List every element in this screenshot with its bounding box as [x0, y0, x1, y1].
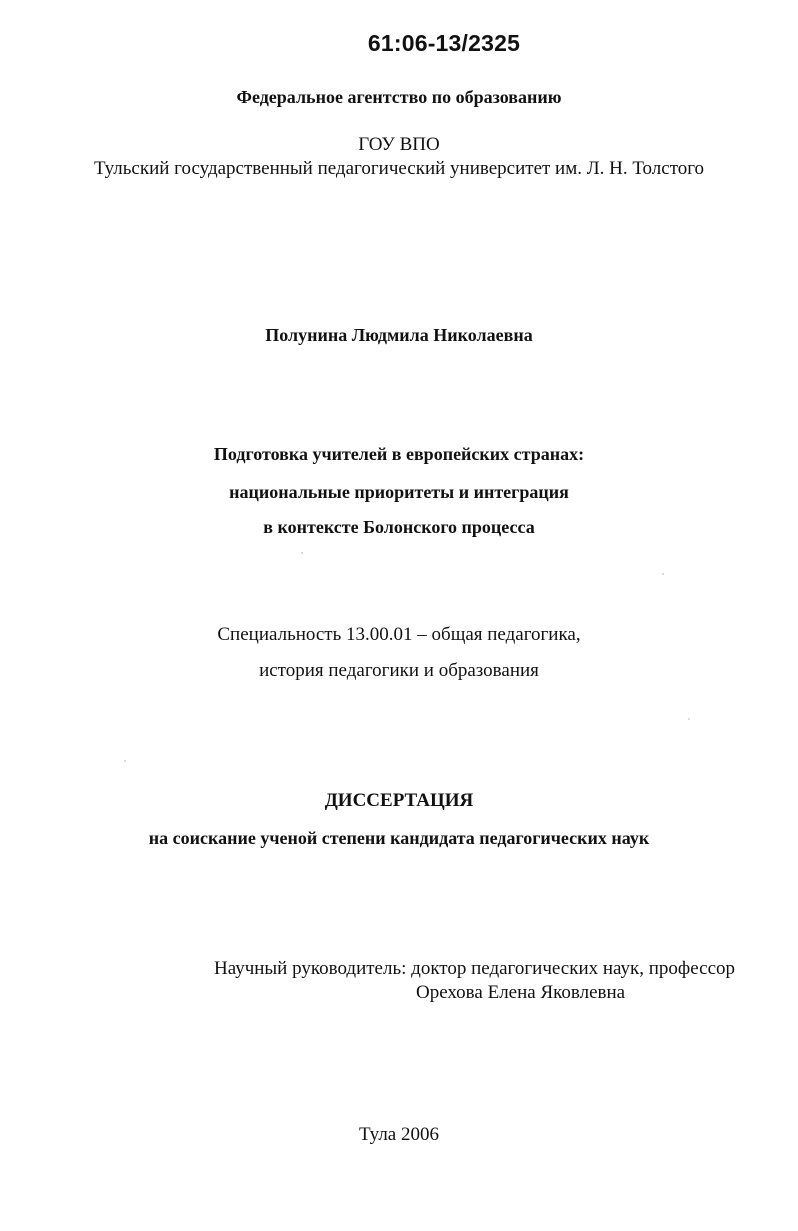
title-line-2: национальные приоритеты и интеграция — [229, 482, 569, 502]
agency-name: Федеральное агентство по образованию — [236, 87, 562, 107]
university-name: Тульский государственный педагогический университет им. Л. Н. Толстого — [93, 158, 705, 179]
supervisor-name: Орехова Елена Яковлевна — [416, 982, 626, 1003]
catalog-number: 61:06-13/2325 — [367, 30, 521, 56]
specialty-line-1: Специальность 13.00.01 – общая педагогика, — [217, 624, 581, 645]
institution-type: ГОУ ВПО — [358, 134, 440, 155]
document-type-heading: ДИССЕРТАЦИЯ — [324, 790, 474, 811]
title-line-3: в контексте Болонского процесса — [263, 517, 535, 537]
scan-speck — [688, 718, 690, 720]
supervisor-line: Научный руководитель: доктор педагогических наук, профессор — [214, 958, 735, 979]
scan-speck — [124, 760, 126, 762]
title-line-1: Подготовка учителей в европейских странах: — [213, 444, 585, 464]
scan-speck — [301, 552, 303, 554]
scan-speck — [662, 573, 664, 575]
document-type-subheading: на соискание ученой степени кандидата педагогических наук — [148, 828, 650, 848]
author-name: Полунина Людмила Николаевна — [265, 325, 533, 345]
city-year: Тула 2006 — [359, 1124, 439, 1145]
specialty-line-2: история педагогики и образования — [259, 660, 539, 681]
